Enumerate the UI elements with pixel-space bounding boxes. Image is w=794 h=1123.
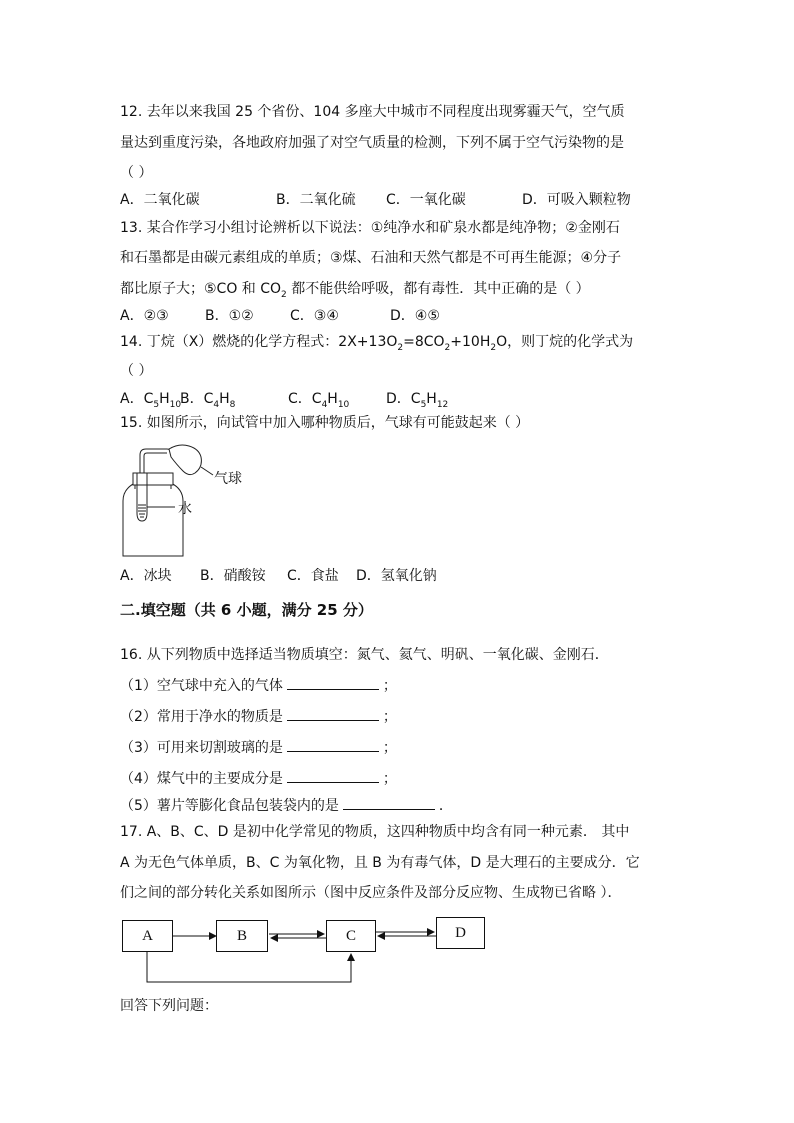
q12-line-1: 12. 去年以来我国 25 个省份、104 多座大中城市不同程度出现雾霾天气，空气质: [120, 104, 625, 120]
q15-option-d[interactable]: D．氢氧化钠: [356, 568, 437, 584]
q16-answer-3[interactable]: [287, 737, 379, 752]
q12-line-2: 量达到重度污染，各地政府加强了对空气质量的检测，下列不属于空气污染物的是: [120, 135, 624, 151]
q16-item-5: （5）薯片等膨化食品包装袋内的是 ．: [120, 795, 453, 816]
q14-option-c[interactable]: C．$C_4H_{10}$: [288, 391, 350, 410]
q13-option-c[interactable]: C．③④: [290, 308, 339, 324]
balloon-label: 气球: [214, 471, 242, 487]
water-label: 水: [178, 501, 192, 517]
q14-option-d[interactable]: D．$C_5H_{12}$: [386, 391, 449, 410]
q16-answer-5[interactable]: [343, 795, 435, 810]
q16-answer-2[interactable]: [287, 706, 379, 721]
q15-line-1: 15. 如图所示，向试管中加入哪种物质后，气球有可能鼓起来（ ）: [120, 415, 530, 431]
flow-box-b: B: [216, 920, 268, 952]
q17-line-1: 17. A、B、C、D 是初中化学常见的物质，这四种物质中均含有同一种元素． 其中: [120, 824, 630, 840]
q13-option-b[interactable]: B．①②: [205, 308, 254, 324]
q17-line-2: A 为无色气体单质，B、C 为氧化物，且 B 为有毒气体，D 是大理石的主要成分．它: [120, 855, 640, 871]
flow-box-c: C: [326, 920, 376, 952]
q17-line-3: 们之间的部分转化关系如图所示（图中反应条件及部分反应物、生成物已省略 ）．: [120, 885, 622, 901]
q13-line-2: 和石墨都是由碳元素组成的单质；③煤、石油和天然气都是不可再生能源；④分子: [120, 250, 622, 266]
arrow-a-to-c: [147, 952, 351, 982]
q13-option-a[interactable]: A．②③: [120, 308, 169, 324]
q15-option-b[interactable]: B．硝酸铵: [200, 568, 266, 584]
q16-line-1: 16. 从下列物质中选择适当物质填空：氮气、氦气、明矾、一氧化碳、金刚石．: [120, 647, 609, 663]
q13-line-3: 都比原子大；⑤CO 和 $CO_2$ 都不能供给呼吸，都有毒性．其中正确的是（ ）: [120, 281, 590, 300]
q14-line-1: 14. 丁烷（X）燃烧的化学方程式：$2X+13O_2=8CO_2+10H_2O$，则丁烷的化学式为: [120, 334, 634, 353]
q16-answer-4[interactable]: [287, 768, 379, 783]
q12-line-3: （ ）: [120, 165, 153, 181]
q14-line-2: （ ）: [120, 363, 153, 379]
q15-option-a[interactable]: A．冰块: [120, 568, 172, 584]
q12-option-b[interactable]: B．二氧化硫: [276, 192, 356, 208]
q15-option-c[interactable]: C．食盐: [287, 568, 339, 584]
q12-option-d[interactable]: D．可吸入颗粒物: [522, 192, 631, 208]
q16-item-3: （3）可用来切割玻璃的是 ；: [120, 737, 397, 758]
q12-option-c[interactable]: C．一氧化碳: [386, 192, 466, 208]
q17-line-4: 回答下列问题：: [120, 998, 218, 1014]
q14-option-b[interactable]: B．$C_4H_8$: [180, 391, 236, 410]
q13-option-d[interactable]: D．④⑤: [390, 308, 440, 324]
section-2-heading: 二.填空题（共 6 小题，满分 25 分）: [120, 601, 373, 619]
balloon: [169, 445, 201, 475]
q16-answer-1[interactable]: [287, 675, 379, 690]
q16-item-1: （1）空气球中充入的气体 ；: [120, 675, 397, 696]
q16-item-2: （2）常用于净水的物质是 ；: [120, 706, 397, 727]
flow-box-a: A: [122, 920, 173, 952]
stopper: [133, 473, 173, 485]
q14-option-a[interactable]: A．$C_5H_{10}$: [120, 391, 182, 410]
bottle-outline: [123, 483, 183, 556]
q16-item-4: （4）煤气中的主要成分是 ；: [120, 768, 397, 789]
q12-option-a[interactable]: A．二氧化碳: [120, 192, 200, 208]
flow-box-d: D: [436, 917, 485, 949]
q13-line-1: 13. 某合作学习小组讨论辨析以下说法：①纯净水和矿泉水都是纯净物；②金刚石: [120, 220, 620, 236]
